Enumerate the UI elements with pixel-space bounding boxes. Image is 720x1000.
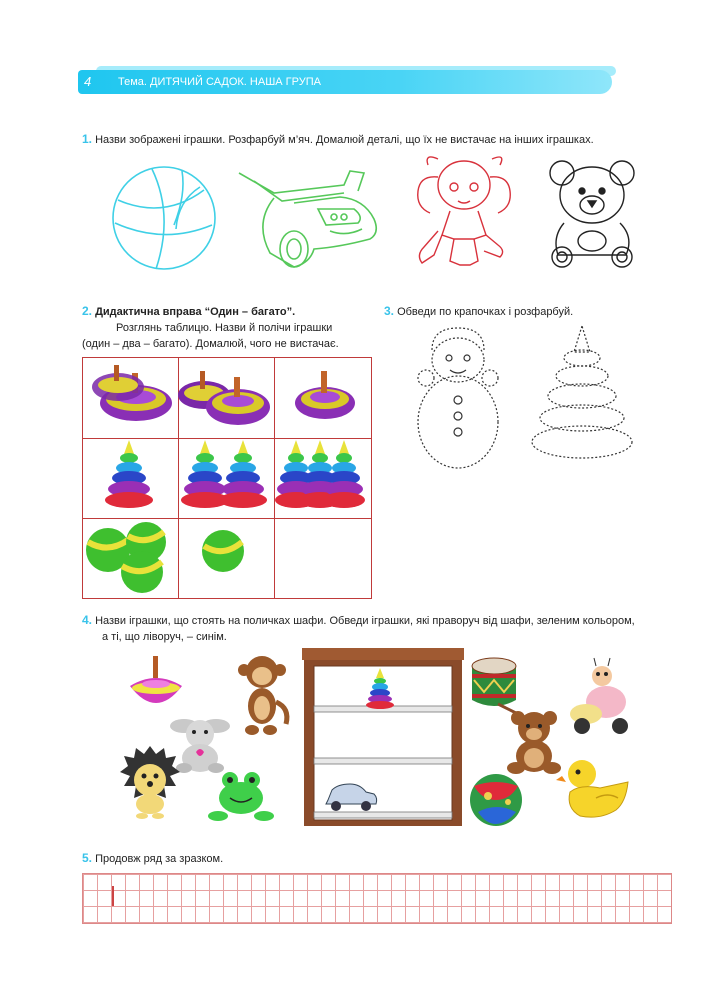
table-divider: [83, 518, 371, 519]
task-2-line1: Розглянь таблицю. Назви й полічи іграшки: [116, 322, 333, 334]
striped-ball-icon: [470, 772, 522, 828]
copy-pattern-grid[interactable]: [82, 873, 672, 924]
drum-icon: [468, 654, 520, 714]
ball-icon: [200, 528, 246, 574]
dotted-pyramid-icon: [530, 322, 640, 472]
spinning-top-icon: [294, 365, 356, 425]
task-4: [82, 612, 702, 645]
doll-outline-icon: [414, 155, 514, 270]
duck-icon: [560, 758, 632, 822]
task-2-title: Дидактична вправа “Один – багато”.: [95, 306, 296, 318]
task-4-number: 4.: [82, 613, 93, 627]
monkey-icon: [236, 652, 292, 736]
task-2-number: 2.: [82, 304, 93, 318]
bear-outline-icon: [548, 157, 638, 272]
task-5-number: 5.: [82, 851, 93, 865]
spinning-top-icon: [178, 365, 272, 431]
hedgehog-icon: [120, 744, 180, 820]
teddy-bear-icon: [504, 708, 566, 774]
ball-outline-icon: [112, 165, 222, 275]
task-5: [82, 850, 482, 867]
snail-car-icon: [568, 662, 634, 736]
task-3: [384, 303, 684, 320]
stacking-pyramid-icon: [104, 440, 154, 510]
cabinet-icon: [302, 648, 464, 828]
task-1-number: 1.: [82, 132, 93, 146]
spinning-top-icon: [126, 656, 186, 720]
table-divider: [83, 438, 371, 439]
task-2-line2: (один – два – багато). Домалюй, чого не вистачає.: [82, 338, 339, 350]
task-3-number: 3.: [384, 304, 395, 318]
frog-icon: [210, 770, 272, 824]
car-outline-icon: [234, 163, 384, 273]
stacking-pyramid-icon: [274, 440, 368, 510]
task-3-text: Обведи по крапочках і розфарбуй.: [397, 306, 574, 318]
task-2: [82, 303, 372, 352]
task-1: [82, 131, 702, 148]
task-4-line1: Назви іграшки, що стоять на поличках шафи. Обведи іграшки, які праворуч від шафи, зеленим кольором,: [95, 615, 635, 627]
page-number: 4: [84, 74, 92, 89]
ball-icon: [84, 520, 174, 594]
task-4-line2: а ті, що ліворуч, – синім.: [102, 631, 227, 643]
dotted-snowman-icon: [412, 322, 502, 472]
task-5-text: Продовж ряд за зразком.: [95, 853, 224, 865]
stacking-pyramid-icon: [180, 440, 270, 510]
spinning-top-icon: [96, 365, 176, 427]
sample-stroke: [112, 886, 114, 906]
page-title: Тема. ДИТЯЧИЙ САДОК. НАША ГРУПА: [118, 76, 321, 88]
task-1-text: Назви зображені іграшки. Розфарбуй м’яч. Домалюй деталі, що їх не вистачає на інших іграшках.: [95, 134, 594, 146]
